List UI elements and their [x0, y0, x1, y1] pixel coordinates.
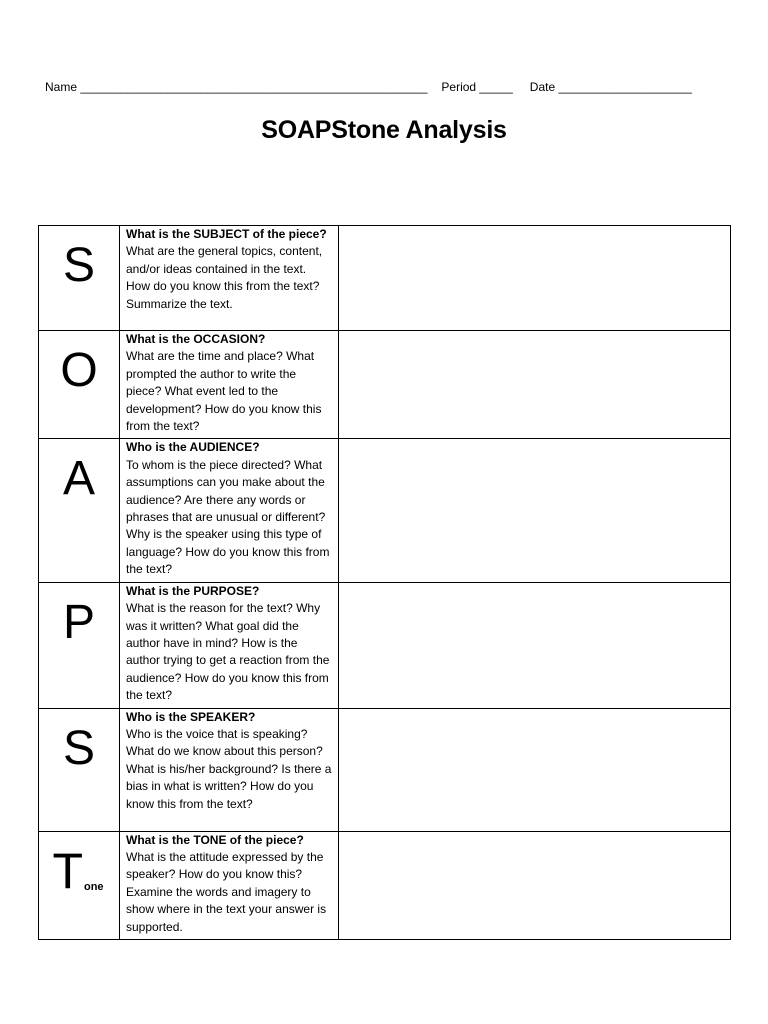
table-row-subject: [39, 226, 731, 331]
prompt-body: What is the reason for the text? Why was it written? What goal did the author have in mind? How is the author trying to get a reaction from the audience? How do you know this from the text?: [126, 601, 330, 703]
letter-cell: [39, 708, 120, 831]
answer-cell-purpose[interactable]: [339, 582, 731, 708]
row-letter: S: [62, 721, 95, 775]
answer-cell-audience[interactable]: [339, 439, 731, 582]
prompt-cell: [120, 226, 339, 331]
letter-cell: [39, 582, 120, 708]
row-letter-suffix: one: [83, 880, 104, 893]
prompt-cell: [120, 708, 339, 831]
prompt-body: What are the time and place? What prompted the author to write the piece? What event led to the development? How do you know this from the text?: [126, 349, 322, 434]
row-letter: P: [62, 595, 95, 649]
period-field-label[interactable]: Period _____: [441, 80, 513, 94]
prompt-body: What is the attitude expressed by the speaker? How do you know this? Examine the words and imagery to show where in the text your answer is supported.: [126, 849, 327, 934]
prompt-heading: What is the OCCASION?: [126, 332, 266, 346]
prompt-heading: Who is the AUDIENCE?: [126, 440, 260, 455]
prompt-cell: [120, 831, 339, 939]
answer-cell-subject[interactable]: [339, 226, 731, 331]
row-letter: S: [62, 239, 95, 292]
letter-cell: [39, 331, 120, 439]
answer-cell-speaker[interactable]: [339, 708, 731, 831]
soapstone-table: [38, 225, 731, 940]
table-row-speaker: [39, 708, 731, 831]
table-row-audience: [39, 439, 731, 582]
prompt-heading: What is the SUBJECT of the piece?: [126, 227, 327, 241]
name-field-label[interactable]: Name ____________________________________________________: [45, 80, 428, 94]
letter-cell: [39, 439, 120, 582]
prompt-body: What are the general topics, content, and/or ideas contained in the text. How do you know this from the text? Summarize the text.: [126, 244, 323, 311]
prompt-heading: Who is the SPEAKER?: [126, 709, 256, 724]
letter-cell: [39, 226, 120, 331]
prompt-body: To whom is the piece directed? What assumptions can you make about the audience? Are there any words or phrases that are unusual or different? Why is the speaker using this type of language? How do you know this from the text?: [126, 457, 330, 577]
row-letter: T: [52, 842, 83, 899]
header-line: [45, 80, 735, 94]
prompt-cell: [120, 331, 339, 439]
table-row-tone: [39, 831, 731, 939]
page-title: SOAPStone Analysis: [261, 116, 507, 144]
letter-cell: [39, 831, 120, 939]
row-letter: A: [62, 452, 95, 506]
prompt-body: Who is the voice that is speaking? What do we know about this person? What is his/her background? Is there a bias in what is written? How do you know this from the text?: [126, 726, 332, 811]
table-row-occasion: [39, 331, 731, 439]
prompt-heading: What is the TONE of the piece?: [126, 832, 304, 847]
answer-cell-tone[interactable]: [339, 831, 731, 939]
prompt-cell: [120, 439, 339, 582]
prompt-cell: [120, 582, 339, 708]
table-row-purpose: [39, 582, 731, 708]
answer-cell-occasion[interactable]: [339, 331, 731, 439]
prompt-heading: What is the PURPOSE?: [126, 583, 260, 598]
date-field-label[interactable]: Date ____________________: [529, 80, 692, 94]
row-letter: O: [60, 344, 98, 397]
